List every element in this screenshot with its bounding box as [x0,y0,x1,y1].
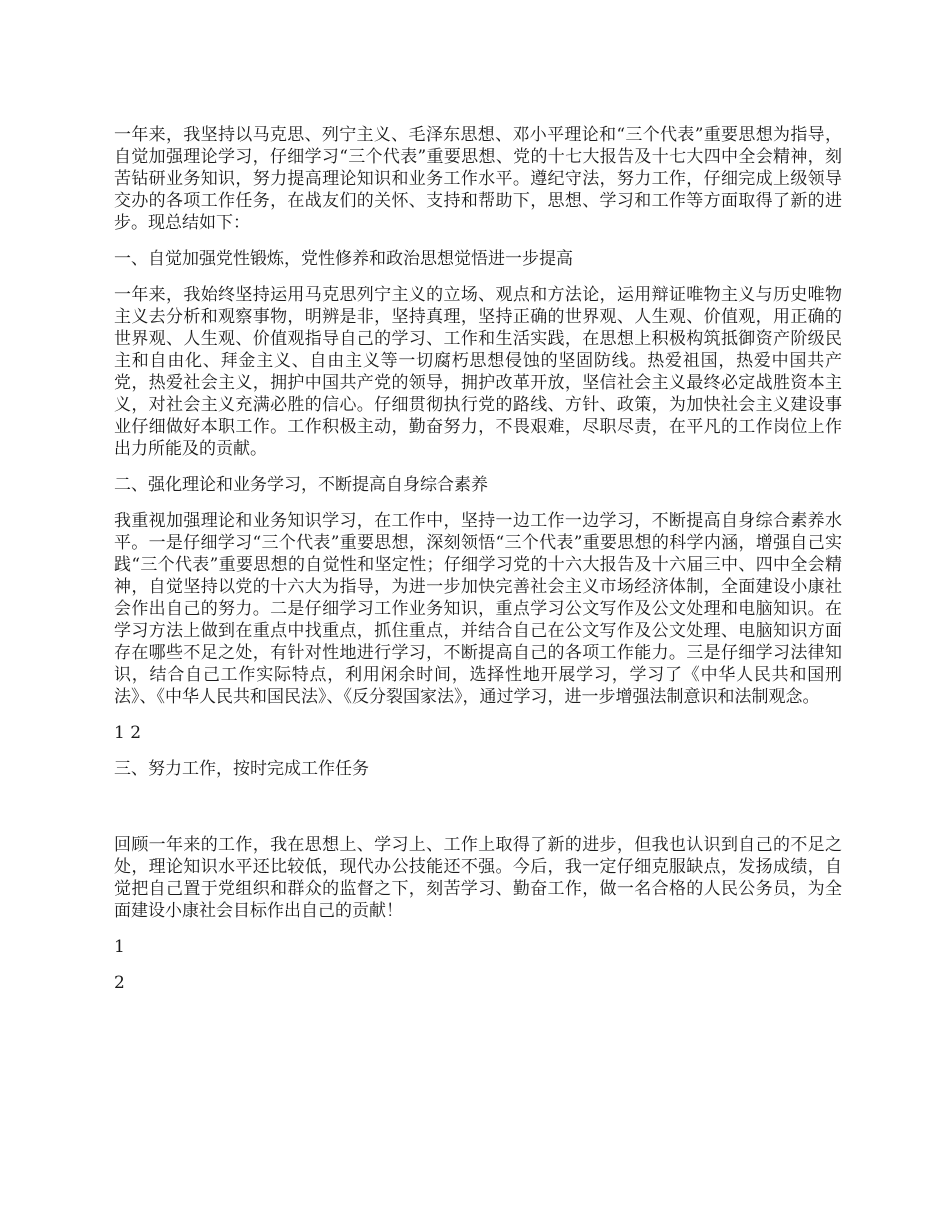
intro-paragraph: 一年来，我坚持以马克思、列宁主义、毛泽东思想、邓小平理论和“三个代表”重要思想为指导，自觉加强理论学习，仔细学习“三个代表”重要思想、党的十七大报告及十七大四中全会精神，刻苦钻研业务知识，努力提高理论知识和业务工作水平。遵纪守法，努力工作，仔细完成上级领导交办的各项工作任务，在战友们的关怀、支持和帮助下，思想、学习和工作等方面取得了新的进步。现总结如下： [114,125,842,233]
page-marker: 1 2 [114,723,142,743]
section-2-heading: 二、强化理论和业务学习，不断提高自身综合素养 [114,475,488,495]
document-page [114,124,842,1008]
section-1-paragraph: 一年来，我始终坚持运用马克思列宁主义的立场、观点和方法论，运用辩证唯物主义与历史唯物主义去分析和观察事物，明辨是非，坚持真理，坚持正确的世界观、人生观、价值观，用正确的世界观、人生观、价值观指导自己的学习、工作和生活实践，在思想上积极构筑抵御资产阶级民主和自由化、拜金主义、自由主义等一切腐朽思想侵蚀的坚固防线。热爱祖国，热爱中国共产党，热爱社会主义，拥护中国共产党的领导，拥护改革开放，坚信社会主义最终必定战胜资本主义，对社会主义充满必胜的信心。仔细贯彻执行党的路线、方针、政策，为加快社会主义建设事业仔细做好本职工作。工作积极主动，勤奋努力，不畏艰难，尽职尽责，在平凡的工作岗位上作出力所能及的贡献。 [114,285,842,459]
footer-page-number-2: 2 [114,973,125,993]
section-1-heading: 一、自觉加强党性锻炼，党性修养和政治思想觉悟进一步提高 [114,249,573,269]
blank-gap [114,794,842,834]
footer-page-number-1: 1 [114,937,125,957]
conclusion-paragraph: 回顾一年来的工作，我在思想上、学习上、工作上取得了新的进步，但我也认识到自己的不足之处，理论知识水平还比较低，现代办公技能还不强。今后，我一定仔细克服缺点，发扬成绩，自觉把自己置于党组织和群众的监督之下，刻苦学习、勤奋工作，做一名合格的人民公务员，为全面建设小康社会目标作出自己的贡献！ [114,835,842,921]
section-3-heading: 三、努力工作，按时完成工作任务 [114,759,369,779]
section-2-paragraph: 我重视加强理论和业务知识学习，在工作中，坚持一边工作一边学习，不断提高自身综合素养水平。一是仔细学习“三个代表”重要思想，深刻领悟“三个代表”重要思想的科学内涵，增强自己实践“三个代表”重要思想的自觉性和坚定性；仔细学习党的十六大报告及十六届三中、四中全会精神，自觉坚持以党的十六大为指导，为进一步加快完善社会主义市场经济体制，全面建设小康社会作出自己的努力。二是仔细学习工作业务知识，重点学习公文写作及公文处理和电脑知识。在学习方法上做到在重点中找重点，抓住重点，并结合自己在公文写作及公文处理、电脑知识方面存在哪些不足之处，有针对性地进行学习，不断提高自己的各项工作能力。三是仔细学习法律知识，结合自己工作实际特点，利用闲余时间，选择性地开展学习，学习了《中华人民共和国刑法》、《中华人民共和国民法》、《反分裂国家法》，通过学习，进一步增强法制意识和法制观念。 [114,511,842,707]
